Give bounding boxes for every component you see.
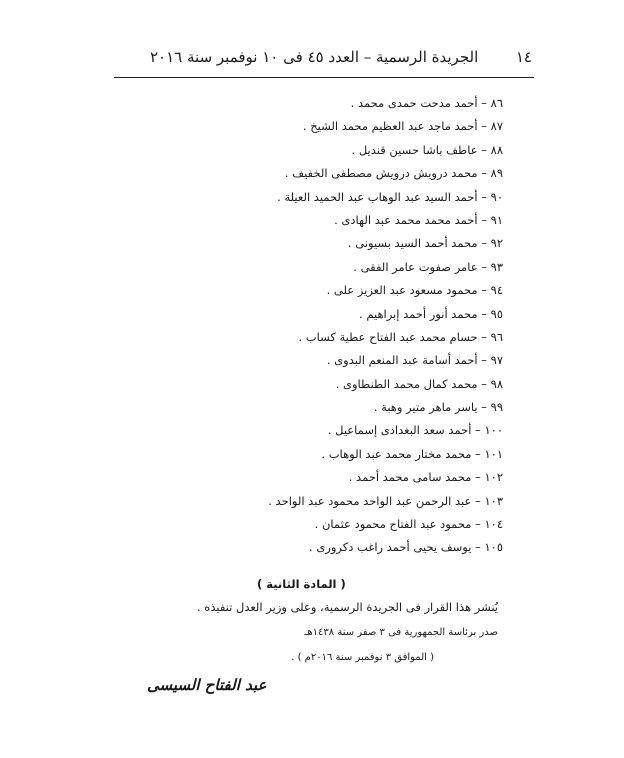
list-item: ٩٣ – عامر صفوت عامر الفقى . [353,259,503,274]
names-list [173,92,503,560]
page-header [150,48,532,70]
list-item: ٩٤ – محمود مسعود عبد العزيز على . [326,283,503,298]
page-number: ١٤ [515,48,532,66]
list-item: ٩٨ – محمد كمال محمد الطنطاوى . [335,376,503,391]
list-item: ١٠٥ – يوسف يحيى أحمد راغب دكرورى . [309,540,503,555]
list-item: ٨٩ – محمد درويش درويش مصطفى الخفيف . [284,166,503,181]
signature: عبد الفتاح السيسى [147,676,267,694]
header-divider [114,77,534,78]
list-item: ١٠٤ – محمود عبد الفتاح محمود عثمان . [314,517,503,532]
list-item: ١٠٢ – محمد سامى محمد أحمد . [348,470,503,485]
issued-date-line: صدر برئاسة الجمهورية فى ٣ صفر سنة ١٤٣٨هـ [304,627,498,638]
list-item: ٩٩ – ياسر ماهر متير وهبة . [373,400,503,415]
list-item: ١٠٠ – أحمد سعد البغدادى إسماعيل . [327,423,503,438]
list-item: ٩٦ – حسام محمد عبد الفتاح عطية كساب . [298,329,503,344]
list-item: ٩٥ – محمد أنور أحمد إبراهيم . [359,306,503,321]
publish-clause: يُنشر هذا القرار فى الجريدة الرسمية، وعلى وزير العدل تنفيذه . [197,600,498,614]
list-item: ٨٧ – أحمد ماجد عبد العظيم محمد الشيخ . [302,119,503,134]
list-item: ٩١ – أحمد محمد محمد عبد الهادى . [334,212,503,227]
list-item: ٩٠ – أحمد السيد عبد الوهاب عبد الحميد العيلة . [277,189,503,204]
list-item: ٨٨ – عاطف باشا حسين قنديل . [351,142,503,157]
article-heading: ( المادة الثانية ) [257,577,346,591]
list-item: ٩٢ – محمد أحمد السيد بسيونى . [347,236,503,251]
list-item: ١٠٣ – عبد الرحمن عبد الواحد محمود عبد الواحد . [268,493,503,508]
gazette-title: الجريدة الرسمية – العدد ٤٥ فى ١٠ نوفمبر سنة ٢٠١٦ [150,48,479,66]
gregorian-date-line: ( الموافق ٣ نوفمبر سنة ٢٠١٦م ) . [291,652,434,663]
list-item: ٩٧ – أحمد أسامة عبد المنعم البدوى . [326,353,503,368]
list-item: ٨٦ – أحمد مدحت حمدى محمد . [350,96,503,110]
list-item: ١٠١ – محمد مختار محمد عبد الوهاب . [321,446,503,461]
